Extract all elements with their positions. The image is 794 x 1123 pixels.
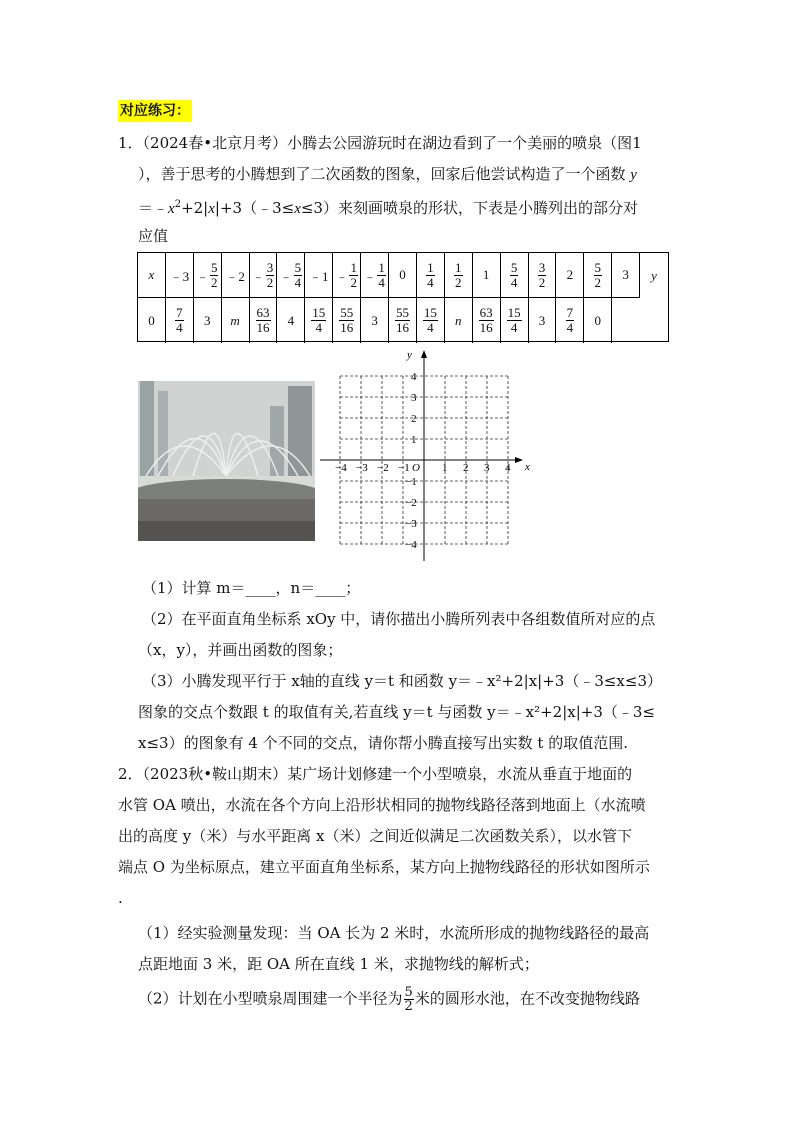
fraction-numerator: 55 [395, 305, 409, 320]
table-cell [250, 298, 278, 343]
fraction [423, 306, 438, 335]
fraction-numerator: 1 [350, 259, 357, 275]
table-row-label [138, 253, 166, 298]
fountain-illustration [138, 381, 315, 541]
fraction [339, 306, 354, 335]
table-cell [361, 298, 389, 343]
table-cell [473, 253, 501, 298]
table-cell [529, 298, 557, 343]
fraction-numerator: 5 [210, 259, 218, 275]
x-tick: −3 [356, 462, 368, 474]
cell-value: 3 [371, 312, 378, 328]
fraction-numerator: 55 [340, 305, 354, 320]
x-tick: −1 [398, 462, 410, 474]
fraction [426, 261, 435, 290]
q1-line-3-part: |+3（﹣3≤ [214, 199, 295, 217]
table-cell [389, 253, 417, 298]
cell-value: 0 [594, 312, 601, 328]
fraction-numerator: 1 [427, 259, 434, 275]
q1-line-3 [138, 194, 638, 220]
y-tick: 3 [411, 392, 417, 404]
table-cell [305, 253, 333, 298]
table-cell [138, 298, 166, 343]
table-cell [305, 298, 333, 343]
fraction-numerator: 3 [538, 259, 546, 275]
cell-value: 4 [287, 312, 295, 328]
y-tick: 2 [411, 413, 417, 425]
q1-line-3-var: x [208, 201, 215, 217]
radius-fraction [404, 986, 414, 1013]
cell-value: m [230, 312, 240, 328]
values-table [137, 252, 669, 342]
q1-line-3-part: +2| [181, 199, 209, 217]
table-cell [277, 253, 305, 298]
fraction-numerator: 15 [423, 305, 437, 320]
fraction-numerator: 7 [566, 305, 574, 320]
fraction-denominator: 4 [566, 320, 574, 335]
table-cell [612, 253, 640, 298]
fraction [210, 261, 219, 290]
origin-label: O [412, 462, 420, 474]
fraction-denominator: 2 [266, 274, 274, 290]
q1-line-3-exp: 2 [174, 199, 182, 210]
table-cell [194, 253, 222, 298]
table-cell [584, 298, 612, 343]
table-cell [529, 253, 557, 298]
fraction [349, 261, 358, 290]
fraction-denominator: 4 [294, 274, 302, 290]
q2-sub-1a: （1）经实验测量发现：当 OA 长为 2 米时，水流所形成的抛物线路径的最高 [138, 924, 650, 942]
table-cell [556, 298, 584, 343]
minus-sign: ﹣ [251, 268, 265, 284]
q1-sub-2a: （2）在平面直角坐标系 xOy 中，请你描出小腾所列表中各组数值所对应的点 [142, 610, 656, 628]
fraction-denominator: 2 [538, 274, 546, 290]
y-tick: −1 [405, 476, 417, 488]
fraction-denominator: 2 [210, 274, 218, 290]
fraction-denominator: 4 [427, 320, 434, 335]
x-tick: 2 [463, 462, 469, 474]
fraction-denominator: 16 [479, 320, 493, 335]
table-row-label [640, 253, 668, 298]
cell-value: 0 [148, 312, 155, 328]
cell-value: 1 [482, 267, 490, 282]
row-label-text: y [651, 267, 657, 283]
fraction [538, 261, 547, 290]
cell-value: 0 [399, 267, 406, 282]
q1-line-3-var: x [168, 201, 175, 217]
fraction [479, 306, 494, 335]
table-cell [250, 253, 278, 298]
fraction-denominator: 4 [315, 320, 323, 335]
table-cell [333, 298, 361, 343]
table-cell [194, 298, 222, 343]
fraction-numerator: 5 [294, 259, 302, 275]
q2-line-2: 水管 OA 喷出，水流在各个方向上沿形状相同的抛物线路径落到地面上（水流喷 [118, 796, 646, 814]
cell-value: ﹣2 [225, 268, 245, 284]
fraction-numerator: 5 [510, 259, 518, 275]
x-tick: −4 [335, 462, 347, 474]
fraction [395, 306, 410, 335]
y-tick: 4 [411, 371, 417, 383]
x-tick: 3 [484, 462, 490, 474]
x-tick: −2 [377, 462, 389, 474]
table-cell [277, 298, 305, 343]
fraction [454, 261, 463, 290]
cell-value: 2 [566, 267, 574, 282]
row-label-text: x [148, 267, 155, 282]
minus-sign: ﹣ [363, 268, 377, 284]
table-cell [445, 298, 473, 343]
q2-sub-2-text-b: 米的圆形水池，在不改变抛物线路 [414, 989, 640, 1008]
fraction-numerator: 15 [312, 305, 326, 320]
fraction-denominator: 2 [350, 274, 357, 290]
table-cell [445, 253, 473, 298]
cell-value: ﹣3 [169, 268, 190, 284]
q2-sub-1b: 点距地面 3 米，距 OA 所在直线 1 米，求抛物线的解析式； [138, 955, 539, 973]
cell-value: ﹣1 [309, 268, 329, 284]
q1-sub-3b: 图象的交点个数跟 t 的取值有关,若直线 y＝t 与函数 y＝﹣x²+2|x|+3（﹣3≤ [138, 703, 655, 721]
fraction-numerator: 1 [378, 259, 385, 275]
fraction-denominator: 4 [510, 320, 518, 335]
q2-line-4: 端点 O 为坐标原点，建立平面直角坐标系，某方向上抛物线路径的形状如图所示 [118, 858, 650, 876]
cell-value: n [455, 312, 462, 328]
fraction-numerator: 63 [479, 305, 493, 320]
q1-line-3-part: ＝﹣ [138, 199, 169, 217]
fraction-denominator: 4 [176, 320, 183, 335]
y-axis-arrow [421, 350, 427, 358]
table-cell [473, 298, 501, 343]
fraction-denominator: 2 [594, 274, 601, 290]
fraction [256, 306, 271, 335]
cell-value: 3 [538, 312, 546, 328]
q1-line-1: 1．（2024春•北京月考）小腾去公园游玩时在湖边看到了一个美丽的喷泉（图1 [118, 134, 642, 152]
table-cell [166, 253, 194, 298]
fraction [175, 306, 184, 335]
q2-sub-2-text-a: （2）计划在小型喷泉周围建一个半径为 [138, 989, 403, 1008]
fraction-denominator: 16 [395, 320, 409, 335]
fraction [507, 306, 522, 335]
x-tick: 4 [505, 462, 511, 474]
x-tick: 1 [442, 462, 448, 474]
fraction-denominator: 16 [340, 320, 354, 335]
fraction-denominator: 2 [455, 274, 462, 290]
minus-sign: ﹣ [279, 268, 293, 284]
table-cell [584, 253, 612, 298]
fraction-denominator: 2 [404, 999, 413, 1014]
fraction-numerator: 3 [266, 259, 274, 275]
cell-value: 3 [203, 312, 211, 328]
table-cell [417, 298, 445, 343]
y-tick: −3 [405, 518, 417, 530]
fraction [294, 261, 303, 290]
q2-line-1: 2．（2023秋•鞍山期末）某广场计划修建一个小型喷泉，水流从垂直于地面的 [118, 765, 633, 783]
minus-sign: ﹣ [195, 268, 209, 284]
fraction-numerator: 63 [256, 305, 270, 320]
fraction-denominator: 16 [256, 320, 270, 335]
y-tick: 1 [411, 434, 417, 446]
fraction-denominator: 4 [427, 274, 434, 290]
q1-line-2 [138, 163, 637, 186]
fountain-photo [138, 381, 315, 541]
fraction [566, 306, 575, 335]
fraction [377, 261, 386, 290]
q1-line-4: 应值 [138, 227, 169, 245]
table-cell [166, 298, 194, 343]
table-cell [501, 253, 529, 298]
fraction-numerator: 1 [455, 259, 462, 275]
y-tick: −4 [405, 539, 417, 551]
q1-line-2-text: ），善于思考的小腾想到了二次函数的图象，回家后他尝试构造了一个函数 [138, 165, 626, 183]
fraction [311, 306, 326, 335]
q1-line-3-part: ≤3）来刻画喷泉的形状，下表是小腾列出的部分对 [300, 199, 638, 217]
fraction [594, 261, 603, 290]
table-cell [556, 253, 584, 298]
q1-sub-1: （1）计算 m＝____，n＝____； [142, 579, 361, 597]
section-heading: 对应练习： [118, 100, 192, 122]
q1-sub-2b: （x，y），并画出函数的图象； [138, 641, 343, 659]
q2-line-5: . [118, 889, 123, 907]
table-cell [389, 298, 417, 343]
table-cell [361, 253, 389, 298]
table-cell [417, 253, 445, 298]
fraction-numerator: 5 [404, 985, 413, 1000]
fraction [266, 261, 275, 290]
fraction-denominator: 4 [510, 274, 518, 290]
y-axis-label: y [407, 349, 412, 361]
fraction [510, 261, 519, 290]
q1-line-2-var: y [630, 167, 637, 183]
axes [320, 354, 520, 561]
table-cell [501, 298, 529, 343]
q1-sub-3a: （3）小腾发现平行于 x轴的直线 y＝t 和函数 y＝﹣x²+2|x|+3（﹣3≤x≤3） [142, 672, 662, 690]
table-cell [222, 298, 250, 343]
fraction-numerator: 7 [176, 305, 183, 320]
table-cell [222, 253, 250, 298]
y-tick: −2 [405, 497, 417, 509]
coordinate-grid [315, 348, 530, 563]
fraction-numerator: 5 [594, 259, 601, 275]
q1-sub-3c: x≤3）的图象有 4 个不同的交点，请你帮小腾直接写出实数 t 的取值范围. [138, 734, 628, 752]
x-axis-label: x [525, 461, 530, 473]
fraction-numerator: 15 [507, 305, 521, 320]
q1-line-3-var: x [294, 201, 301, 217]
fraction-denominator: 4 [378, 274, 385, 290]
table-cell [333, 253, 361, 298]
q2-sub-2 [138, 986, 640, 1013]
minus-sign: ﹣ [335, 268, 349, 284]
cell-value: 3 [622, 267, 629, 282]
q2-line-3: 出的高度 y（米）与水平距离 x（米）之间近似满足二次函数关系），以水管下 [118, 827, 632, 845]
x-axis-arrow [515, 457, 523, 463]
